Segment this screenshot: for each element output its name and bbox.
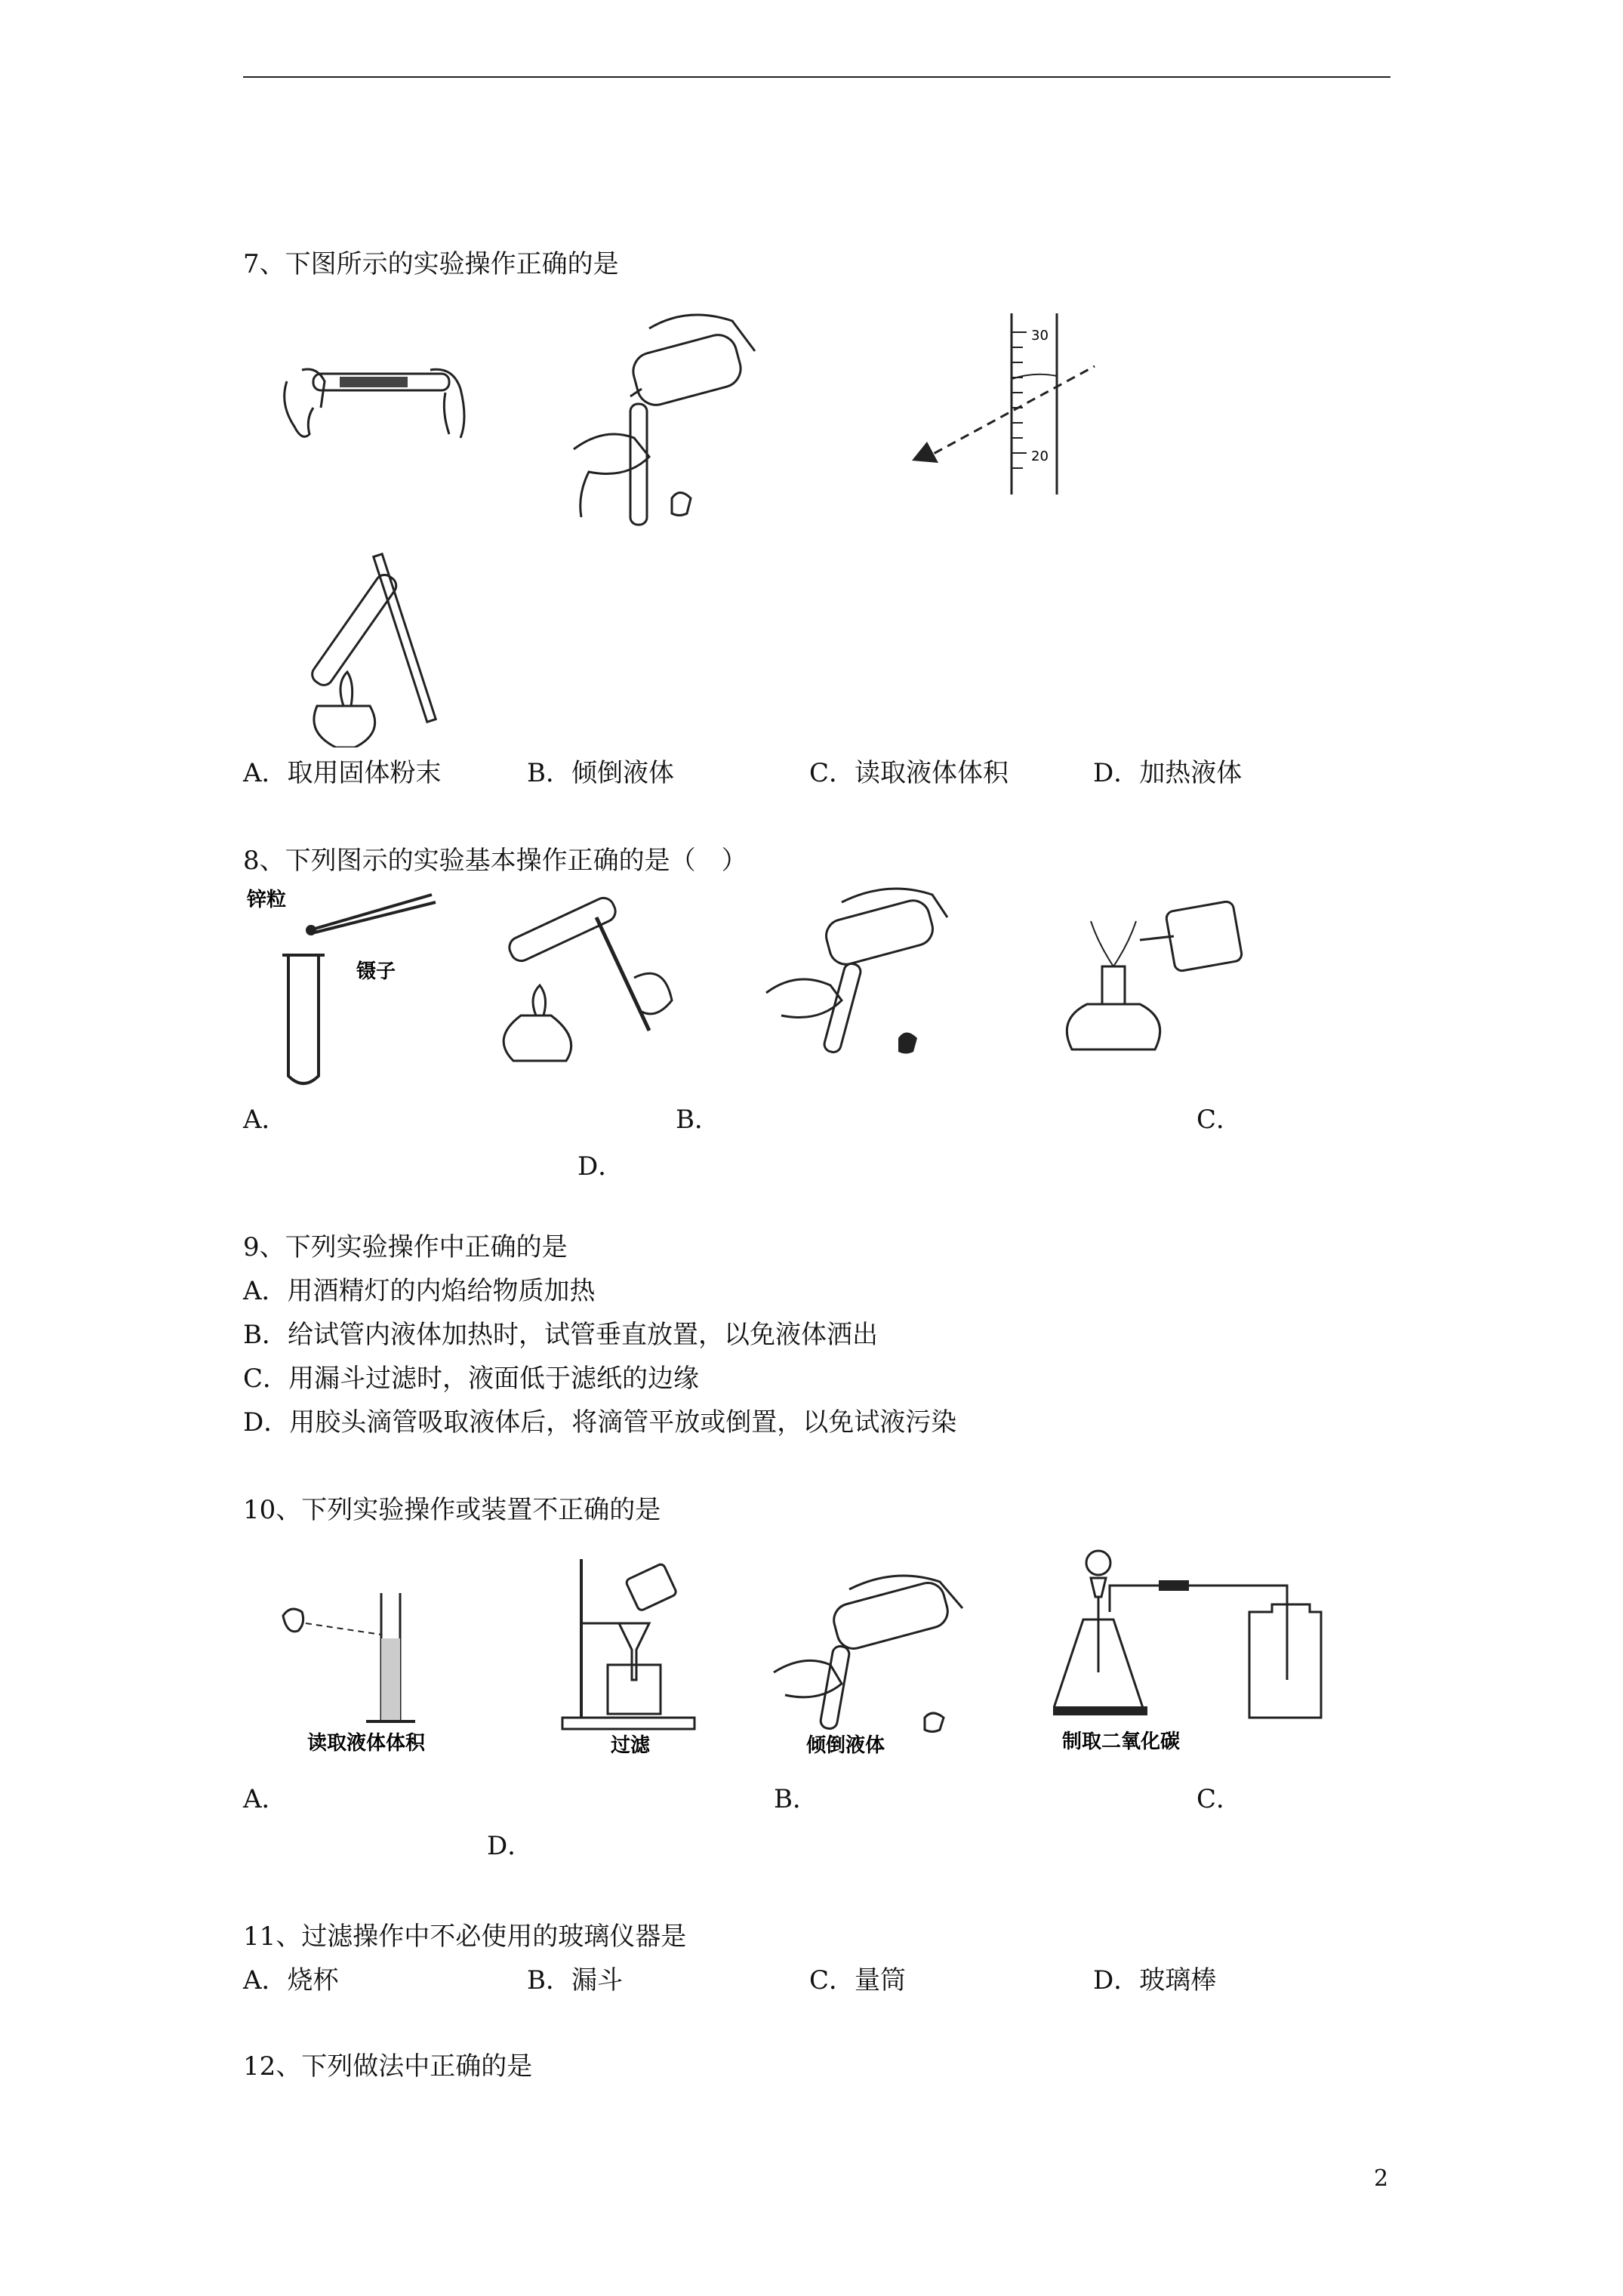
page-number: 2 [1374,2165,1389,2192]
reading-cylinder-icon [898,310,1125,498]
heating-liquid-icon [302,544,498,747]
caption-filtration: 过滤 [610,1734,651,1755]
q9-option-b: B．给试管内液体加热时，试管垂直放置，以免液体洒出 [243,1320,878,1350]
q7-figure-a [272,336,483,449]
q7-option-b: B．倾倒液体 [527,758,674,788]
zinc-tweezers-icon [243,880,454,1091]
q7-option-a: A．取用固体粉末 [243,758,442,788]
q8-figure-c [759,880,955,1061]
q10-figure-a [268,1578,464,1752]
q9-stem: 9、下列实验操作中正确的是 [243,1232,568,1262]
q9-option-a: A．用酒精灯的内焰给物质加热 [243,1276,596,1306]
caption-pouring: 倾倒液体 [805,1734,885,1755]
q10-stem: 10、下列实验操作或装置不正确的是 [243,1495,661,1525]
co2-apparatus-icon [1053,1544,1325,1755]
q10-option-c: C． [1196,1784,1243,1814]
q10-figure-d [1053,1544,1325,1755]
test-tube-holder-icon [491,887,687,1068]
q11-option-c: C．量筒 [809,1965,907,1996]
reading-cylinder-icon [268,1578,464,1752]
q10-option-b: B． [774,1784,818,1814]
q9-option-c: C．用漏斗过滤时，液面低于滤纸的边缘 [243,1364,700,1394]
q10-figure-c [766,1567,978,1755]
q11-option-a: A．烧杯 [243,1965,339,1996]
tick-30: 30 [1031,328,1049,344]
q7-figure-c [898,310,1125,498]
q8-figure-a [243,880,454,1091]
q8-stem: 8、下列图示的实验基本操作正确的是（ ） [243,846,747,876]
q7-stem: 7、下图所示的实验操作正确的是 [243,249,619,279]
q10-option-a: A． [243,1784,288,1814]
caption-reading: 读取液体体积 [306,1732,426,1752]
pouring-liquid-icon [766,1567,978,1755]
q8-figure-b [491,887,687,1068]
caption-co2: 制取二氧化碳 [1061,1730,1181,1753]
q10-option-d: D． [487,1831,534,1861]
pouring-liquid-icon [759,880,955,1061]
q10-figure-b [555,1552,706,1755]
q8-option-c: C． [1196,1105,1243,1135]
header-rule [243,76,1390,78]
label-zinc: 锌粒 [247,889,287,911]
pouring-liquid-icon [559,306,770,532]
q12-stem: 12、下列做法中正确的是 [243,2051,533,2082]
label-tweezers: 镊子 [356,960,396,983]
q8-option-d: D． [577,1151,624,1182]
q7-option-c: C．读取液体体积 [809,758,1009,788]
tick-20: 20 [1031,448,1049,464]
lighting-alcohol-lamp-icon [1057,876,1253,1057]
hands-holding-tube-icon [272,336,483,449]
q11-option-b: B．漏斗 [527,1965,623,1996]
q9-option-d: D．用胶头滴管吸取液体后，将滴管平放或倒置，以免试液污染 [243,1407,957,1438]
filtration-stand-icon [555,1552,706,1755]
q8-option-a: A． [243,1105,288,1135]
q11-option-d: D．玻璃棒 [1093,1965,1217,1996]
q8-option-b: B． [676,1105,720,1135]
q8-figure-d [1057,876,1253,1057]
q11-stem: 11、过滤操作中不必使用的玻璃仪器是 [243,1922,687,1952]
q7-figure-d [302,544,498,747]
q7-figure-b [559,306,770,532]
q7-option-d: D．加热液体 [1093,758,1243,788]
